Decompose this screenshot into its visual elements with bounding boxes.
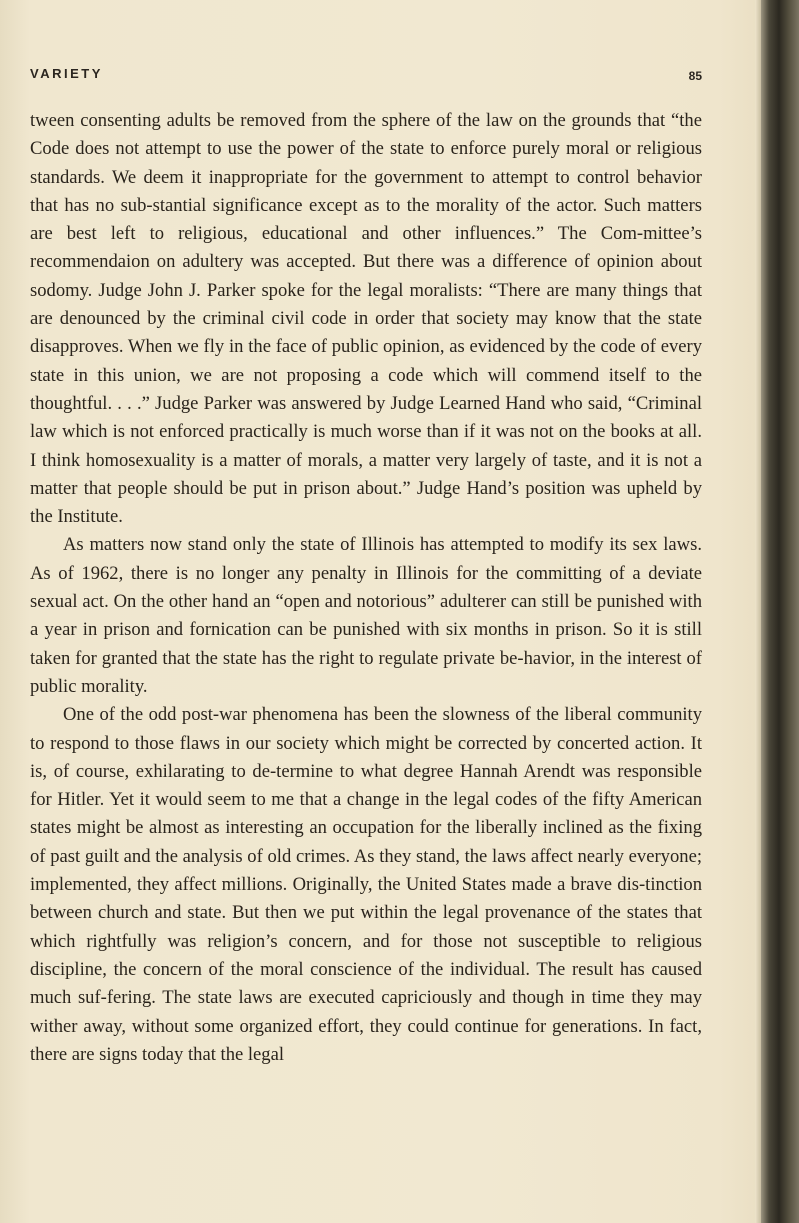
page-number: 85: [688, 69, 702, 83]
paragraph-1: tween consenting adults be removed from the sphere of the law on the grounds that “the Code does not attempt to use the power of the state to enforce purely moral or religious standards. We deem it inappropriate for the government to attempt to control behavior that has no sub-stantial significance except as to the morality of the actor. Such matters are best left to religious, educational and other influences.” The Com-mittee’s recommendaion on adultery was accepted. But there was a difference of opinion about sodomy. Judge John J. Parker spoke for the legal moralists: “There are many things that are denounced by the criminal civil code in order that society may know that the state disapproves. When we fly in the face of public opinion, as evidenced by the code of every state in this union, we are not proposing a code which will commend itself to the thoughtful. . . .” Judge Parker was answered by Judge Learned Hand who said, “Criminal law which is not enforced practically is much worse than if it was not on the books at all. I think homosexuality is a matter of morals, a matter very largely of taste, and it is not a matter that people should be put in prison about.” Judge Hand’s position was upheld by the Institute.: [30, 110, 702, 528]
body-text: [30, 107, 702, 1069]
book-spine: [761, 0, 799, 1223]
paragraph-2: As matters now stand only the state of Illinois has attempted to modify its sex laws. As of 1962, there is no longer any penalty in Illinois for the committing of a deviate sexual act. On the other hand an “open and notorious” adulterer can still be punished with a year in prison and fornication can be punished with six months in prison. So it is still taken for granted that the state has the right to regulate private be-havior, in the interest of public morality.: [30, 534, 702, 697]
paragraph-3: One of the odd post-war phenomena has been the slowness of the liberal community to respond to those flaws in our society which might be corrected by concerted action. It is, of course, exhilarating to de-termine to what degree Hannah Arendt was responsible for Hitler. Yet it would seem to me that a change in the legal codes of the fifty American states might be almost as interesting an occupation for the liberally inclined as the fixing of past guilt and the analysis of old crimes. As they stand, the laws affect nearly everyone; implemented, they affect millions. Originally, the United States made a brave dis-tinction between church and state. But then we put within the legal provenance of the states that which rightfully was religion’s concern, and for those not susceptible to religious discipline, the concern of the moral conscience of the individual. The result has caused much suf-fering. The state laws are executed capriciously and though in time they may wither away, without some organized effort, they could continue for generations. In fact, there are signs today that the legal: [30, 704, 702, 1065]
running-head: [30, 66, 702, 88]
running-head-title: VARIETY: [30, 66, 103, 81]
